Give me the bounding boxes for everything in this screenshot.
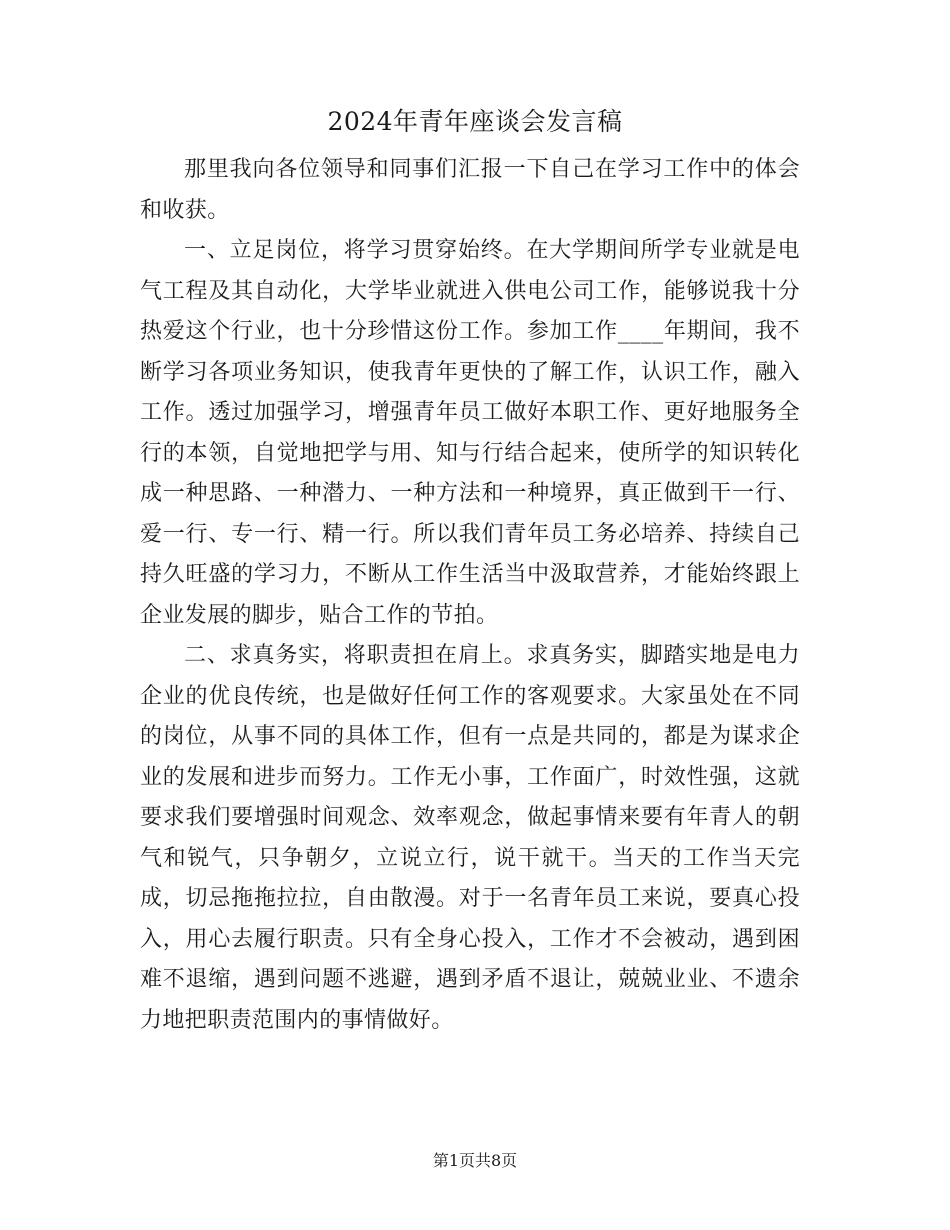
paragraph-section-1: 一、立足岗位，将学习贯穿始终。在大学期间所学专业就是电气工程及其自动化，大学毕业就进入供电公司工作，能够说我十分热爱这个行业，也十分珍惜这份工作。参加工作____年期间，我不断学习各项业务知识，使我青年更快的了解工作，认识工作，融入工作。透过加强学习，增强青年员工做好本职工作、更好地服务全行的本领，自觉地把学与用、知与行结合起来，使所学的知识转化成一种思路、一种潜力、一种方法和一种境界，真正做到干一行、爱一行、专一行、精一行。所以我们青年员工务必培养、持续自己持久旺盛的学习力，不断从工作生活当中汲取营养，才能始终跟上企业发展的脚步，贴合工作的节拍。 [140, 238, 800, 628]
page-number-footer: 第1页共8页 [432, 1151, 518, 1170]
paragraph-intro: 那里我向各位领导和同事们汇报一下自己在学习工作中的体会和收获。 [140, 157, 800, 223]
paragraph-section-2: 二、求真务实，将职责担在肩上。求真务实，脚踏实地是电力企业的优良传统，也是做好任何工作的客观要求。大家虽处在不同的岗位，从事不同的具体工作，但有一点是共同的，都是为谋求企业的发展和进步而努力。工作无小事，工作面广，时效性强，这就要求我们要增强时间观念、效率观念，做起事情来要有年青人的朝气和锐气，只争朝夕，立说立行，说干就干。当天的工作当天完成，切忌拖拖拉拉，自由散漫。对于一名青年员工来说，要真心投入，用心去履行职责。只有全身心投入，工作才不会被动，遇到困难不退缩，遇到问题不逃避，遇到矛盾不退让，兢兢业业、不遗余力地把职责范围内的事情做好。 [140, 643, 800, 1033]
document-body [140, 150, 800, 1041]
document-title: 2024年青年座谈会发言稿 [327, 107, 623, 136]
